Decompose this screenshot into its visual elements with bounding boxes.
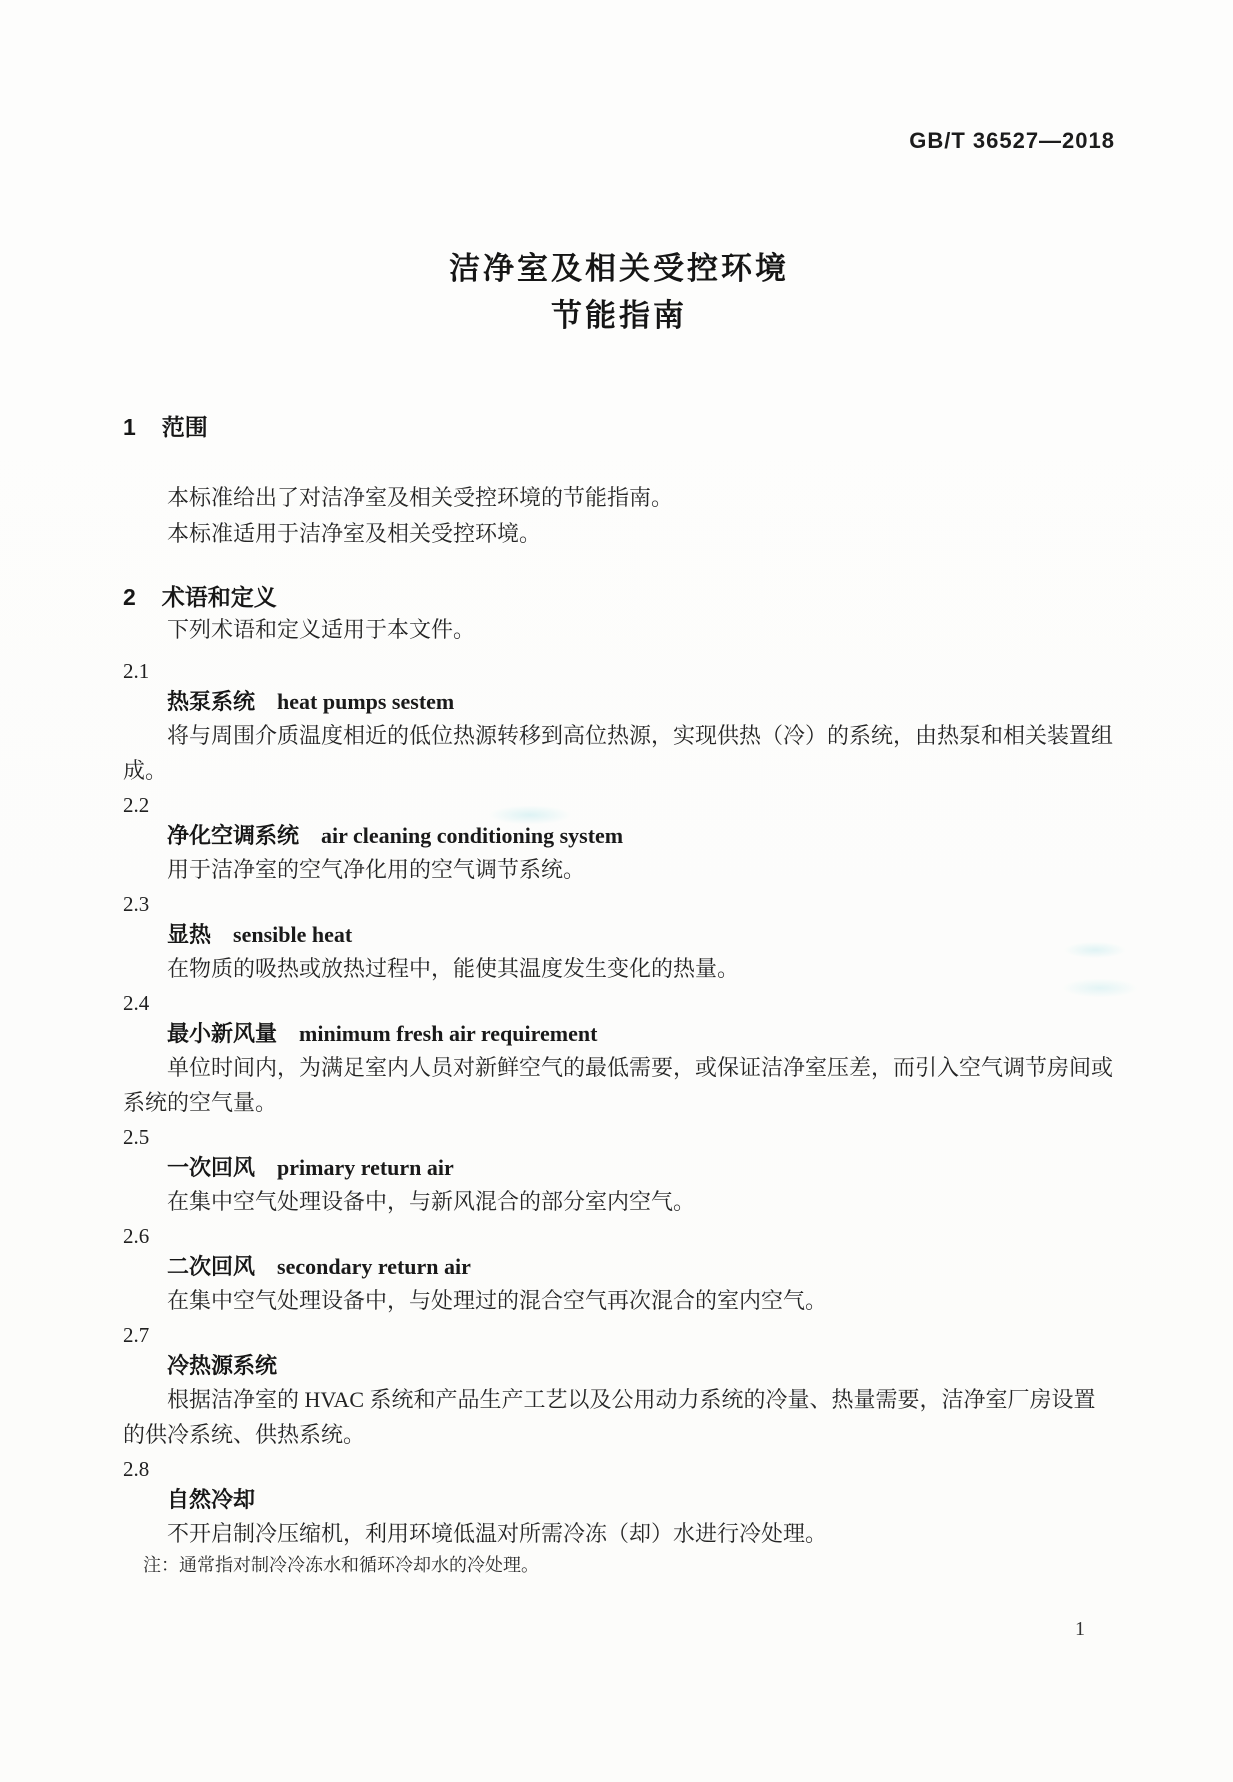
term-number: 2.3 (123, 892, 150, 916)
term-block (123, 790, 1115, 887)
section-1-body (123, 480, 1115, 552)
term-block (123, 988, 1115, 1120)
term-number: 2.4 (123, 991, 150, 1015)
term-number: 2.1 (123, 659, 150, 683)
term-name-en: primary return air (277, 1155, 454, 1180)
term-definition: 在集中空气处理设备中，与新风混合的部分室内空气。 (167, 1189, 696, 1214)
term-name-zh: 二次回风 (167, 1254, 256, 1279)
term-name-zh: 自然冷却 (167, 1487, 256, 1512)
section-2-intro: 下列术语和定义适用于本文件。 (167, 617, 476, 642)
term-number: 2.6 (123, 1224, 150, 1248)
term-name (123, 1018, 1115, 1050)
page-number: 1 (1075, 1618, 1085, 1640)
term-name-en: minimum fresh air requirement (299, 1021, 598, 1046)
term-name (123, 686, 1115, 718)
term-name-zh: 冷热源系统 (167, 1353, 278, 1378)
term-definition: 单位时间内，为满足室内人员对新鲜空气的最低需要，或保证洁净室压差，而引入空气调节房间或系统的空气量。 (123, 1055, 1114, 1115)
term-name (123, 1152, 1115, 1184)
term-note: 注：通常指对制冷冷冻水和循环冷却水的冷处理。 (143, 1555, 539, 1575)
term-block (123, 1221, 1115, 1318)
paragraph: 本标准适用于洁净室及相关受控环境。 (167, 521, 542, 546)
terms-list (123, 656, 1115, 1579)
term-definition: 不开启制冷压缩机，利用环境低温对所需冷冻（却）水进行冷处理。 (167, 1521, 828, 1546)
term-name (123, 1350, 1115, 1382)
term-name (123, 919, 1115, 951)
term-block (123, 1454, 1115, 1579)
document-title (123, 0, 1115, 336)
term-definition: 根据洁净室的 HVAC 系统和产品生产工艺以及公用动力系统的冷量、热量需要，洁净室厂房设置的供冷系统、供热系统。 (123, 1387, 1096, 1447)
document-title-line2: 节能指南 (551, 298, 687, 333)
term-definition: 在集中空气处理设备中，与处理过的混合空气再次混合的室内空气。 (167, 1288, 828, 1313)
term-number: 2.7 (123, 1323, 150, 1347)
term-number: 2.5 (123, 1125, 150, 1149)
term-definition: 将与周围介质温度相近的低位热源转移到高位热源，实现供热（冷）的系统，由热泵和相关装置组成。 (123, 723, 1114, 783)
term-name-zh: 热泵系统 (167, 689, 256, 714)
term-block (123, 1122, 1115, 1219)
term-definition: 在物质的吸热或放热过程中，能使其温度发生变化的热量。 (167, 956, 740, 981)
term-name-zh: 一次回风 (167, 1155, 256, 1180)
term-name-en: air cleaning conditioning system (321, 823, 624, 848)
term-block (123, 1320, 1115, 1452)
term-name-en: secondary return air (277, 1254, 471, 1279)
standard-code: GB/T 36527—2018 (909, 128, 1115, 153)
section-1-heading (123, 412, 1115, 442)
term-name-zh: 最小新风量 (167, 1021, 278, 1046)
term-name-en: sensible heat (233, 922, 353, 947)
term-name-en: heat pumps sestem (277, 689, 455, 714)
document-title-line1: 洁净室及相关受控环境 (449, 251, 789, 286)
term-name-zh: 显热 (167, 922, 212, 947)
term-name (123, 820, 1115, 852)
term-name-zh: 净化空调系统 (167, 823, 300, 848)
term-definition: 用于洁净室的空气净化用的空气调节系统。 (167, 857, 586, 882)
page-content (123, 0, 1115, 1581)
section-2-title: 术语和定义 (161, 584, 277, 610)
section-2-number: 2 (123, 584, 136, 610)
section-1-number: 1 (123, 414, 136, 440)
section-1-title: 范围 (161, 414, 208, 440)
section-2-heading (123, 582, 1115, 612)
term-block (123, 889, 1115, 986)
term-block (123, 656, 1115, 788)
term-number: 2.2 (123, 793, 150, 817)
term-number: 2.8 (123, 1457, 150, 1481)
term-name (123, 1484, 1115, 1516)
term-name (123, 1251, 1115, 1283)
paragraph: 本标准给出了对洁净室及相关受控环境的节能指南。 (167, 485, 674, 510)
